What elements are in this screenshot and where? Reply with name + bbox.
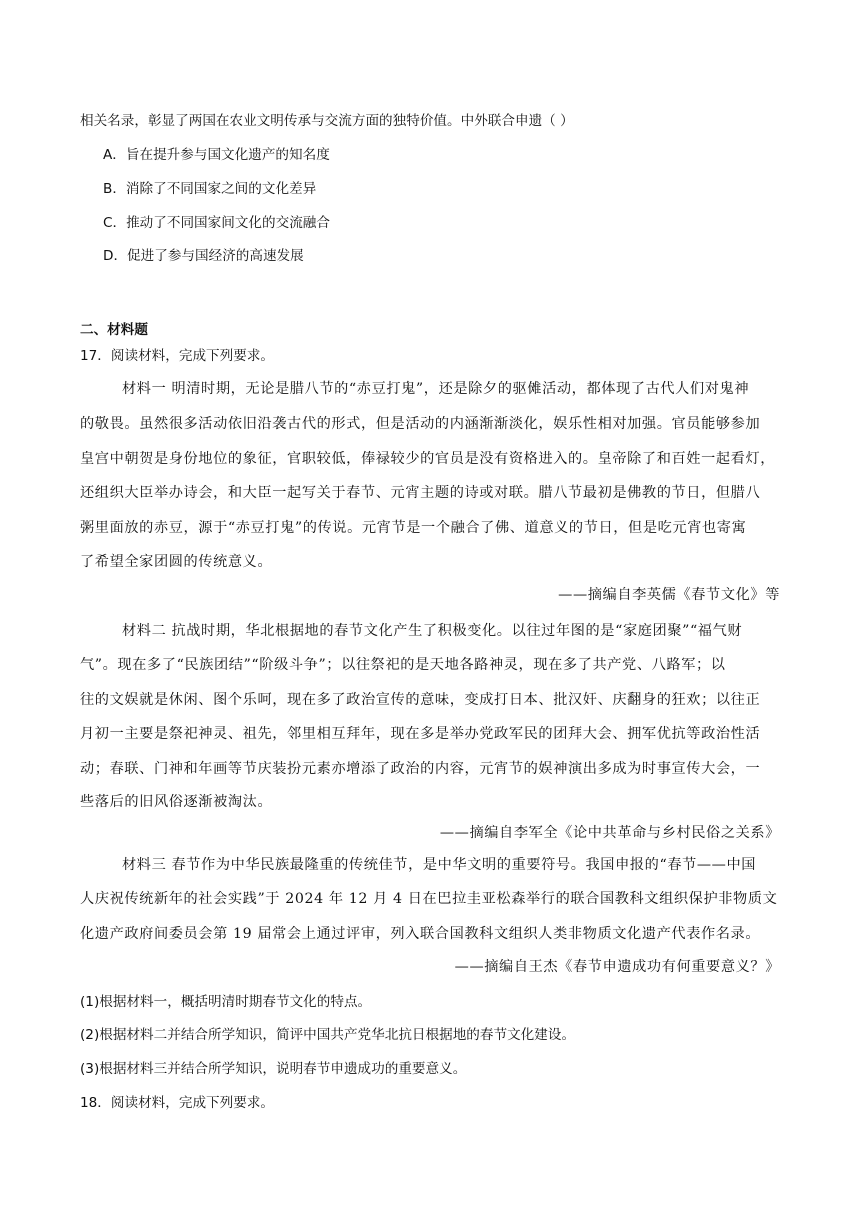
q17-subquestion-1: (1)根据材料一，概括明清时期春节文化的特点。 [80,994,372,1010]
material3-line: 人庆祝传统新年的社会实践”于 2024 年 12 月 4 日在巴拉圭亚松森举行的联合国教科文组织保护非物质文 [80,891,778,907]
material2-source: ——摘编自李军全《论中共革命与乡村民俗之关系》 [439,825,780,841]
section-title: 二、材料题 [80,322,148,338]
q16-option-b: B．消除了不同国家之间的文化差异 [103,181,317,197]
material2-line: 气”。现在多了“民族团结”“阶级斗争”；以往祭祀的是天地各路神灵，现在多了共产党、八路军；以 [80,657,726,673]
material1-line: 粥里面放的赤豆，源于“赤豆打鬼”的传说。元宵节是一个融合了佛、道意义的节日，但是吃元宵也寄寓 [80,520,747,536]
material2-line: 动；春联、门神和年画等节庆装扮元素亦增添了政治的内容，元宵节的娱神演出多成为时事宣传大会，一 [80,761,761,777]
material1-line: 的敬畏。虽然很多活动依旧沿袭古代的形式，但是活动的内涵渐渐淡化，娱乐性相对加强。官员能够参加 [80,416,761,432]
q16-option-a: A．旨在提升参与国文化遗产的知名度 [103,147,330,163]
material3-line: 材料三 春节作为中华民族最隆重的传统佳节，是中华文明的重要符号。我国申报的“春节——中国 [122,857,757,873]
q16-option-d: D．促进了参与国经济的高速发展 [103,248,304,264]
material2-line: 材料二 抗战时期，华北根据地的春节文化产生了积极变化。以往过年图的是“家庭团聚”“福气财 [122,623,743,639]
q17-prompt: 17．阅读材料，完成下列要求。 [80,348,275,364]
material1-line: 还组织大臣举办诗会，和大臣一起写关于春节、元宵主题的诗或对联。腊八节最初是佛教的节日，但腊八 [80,485,761,501]
material1-source: ——摘编自李英儒《春节文化》等 [558,587,780,603]
material3-line: 化遗产政府间委员会第 19 届常会上通过评审，列入联合国教科文组织人类非物质文化遗产代表作名录。 [80,926,761,942]
material1-line: 皇宫中朝贺是身份地位的象征，官职较低，俸禄较少的官员是没有资格进入的。皇帝除了和百姓一起看灯， [80,451,776,467]
material1-line: 材料一 明清时期，无论是腊八节的“赤豆打鬼”，还是除夕的驱傩活动，都体现了古代人们对鬼神 [122,381,750,397]
q17-subquestion-2: (2)根据材料二并结合所学知识，简评中国共产党华北抗日根据地的春节文化建设。 [80,1027,576,1043]
material3-source: ——摘编自王杰《春节申遗成功有何重要意义？》 [454,959,780,975]
material2-line: 些落后的旧风俗逐渐被淘汰。 [80,794,273,810]
q16-option-c: C．推动了不同国家间文化的交流融合 [103,215,330,231]
q16-stem-tail: 相关名录，彰显了两国在农业文明传承与交流方面的独特价值。中外联合申遗（ ） [80,113,574,129]
material1-line: 了希望全家团圆的传统意义。 [80,554,273,570]
q18-prompt: 18．阅读材料，完成下列要求。 [80,1095,275,1111]
q17-subquestion-3: (3)根据材料三并结合所学知识，说明春节申遗成功的重要意义。 [80,1061,467,1077]
material2-line: 往的文娱就是休闲、图个乐呵，现在多了政治宣传的意味，变成打日本、批汉奸、庆翻身的狂欢；以往正 [80,692,761,708]
material2-line: 月初一主要是祭祀神灵、祖先，邻里相互拜年，现在多是举办党政军民的团拜大会、拥军优抗等政治性活 [80,726,761,742]
